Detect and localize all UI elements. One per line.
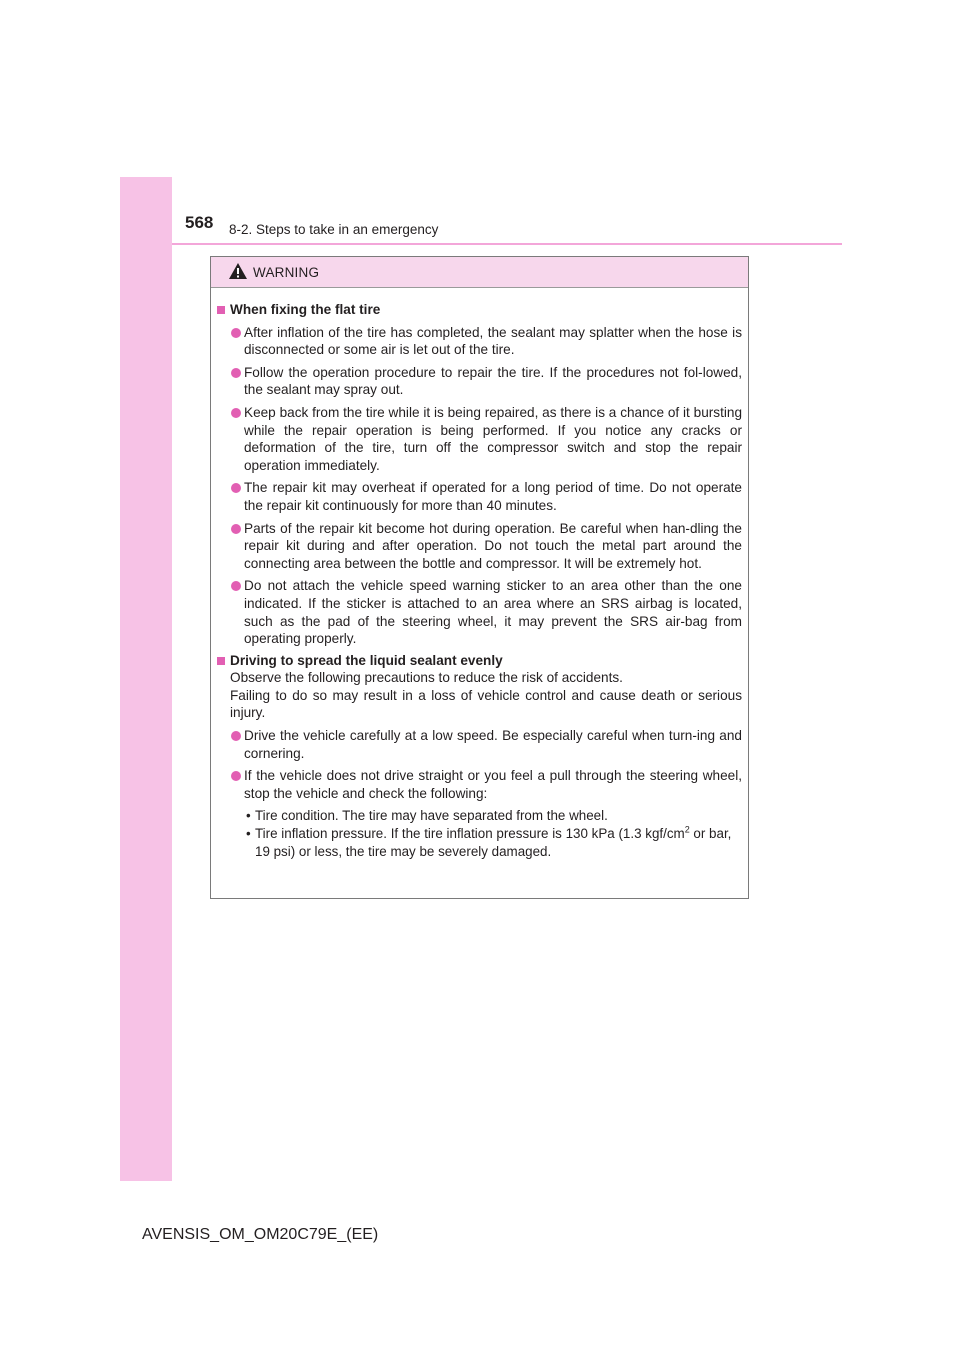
list-item [217, 727, 742, 762]
list-item [217, 324, 742, 359]
section-heading-driving [217, 652, 742, 670]
superscript: 2 [684, 824, 690, 835]
list-item [217, 577, 742, 647]
list-item-text: After inflation of the tire has completed, the sealant may splatter when the hose is disconnected or some air is let out of the tire. [244, 324, 742, 358]
circle-bullet-icon [231, 524, 241, 534]
sub-list-item [217, 825, 742, 860]
warning-header [211, 257, 748, 288]
circle-bullet-icon [231, 581, 241, 591]
sub-bullet: • [246, 826, 251, 842]
list-item-text: Parts of the repair kit become hot during operation. Be careful when han-dling the repair kit during and after operation. Do not touch the metal part around the connecting area between the bottle and compressor. It will be extremely hot. [244, 520, 742, 571]
page-number: 568 [185, 213, 214, 232]
list-item [217, 479, 742, 514]
paragraph: Observe the following precautions to reduce the risk of accidents. [230, 670, 623, 686]
list-item [217, 767, 742, 802]
warning-content [211, 288, 748, 860]
circle-bullet-icon [231, 771, 241, 781]
list-item-text: Do not attach the vehicle speed warning sticker to an area other than the one indicated. If the sticker is attached to an area where an SRS airbag is located, such as the pad of the steering wheel, it may prevent the SRS air-bag from operating properly. [244, 578, 742, 647]
warning-label: WARNING [253, 265, 320, 280]
section-heading-flat-tire [217, 301, 742, 319]
sub-list-item-text: or bar, 19 psi) or less, the tire may be severely damaged. [255, 826, 732, 859]
list-item-text: The repair kit may overheat if operated for a long period of time. Do not operate the repair kit continuously for more than 40 minutes. [244, 480, 742, 513]
paragraph: Failing to do so may result in a loss of vehicle control and cause death or serious injury. [230, 687, 742, 721]
section-heading-text: Driving to spread the liquid sealant evenly [230, 652, 503, 668]
square-bullet-icon [217, 306, 225, 314]
sub-list-item-text: Tire inflation pressure. If the tire inflation pressure is 130 kPa (1.3 kgf/cm [255, 826, 685, 842]
document-code-footer: AVENSIS_OM_OM20C79E_(EE) [142, 1226, 379, 1243]
circle-bullet-icon [231, 368, 241, 378]
circle-bullet-icon [231, 408, 241, 418]
circle-bullet-icon [231, 328, 241, 338]
list-item [217, 364, 742, 399]
sub-list-item-text: Tire condition. The tire may have separated from the wheel. [255, 808, 608, 824]
sub-bullet: • [246, 808, 251, 824]
list-item-text: Keep back from the tire while it is being repaired, as there is a chance of it bursting while the repair operation is being performed. If you notice any cracks or deformation of the tire, turn off the compressor switch and stop the repair operation immediately. [244, 404, 742, 473]
warning-triangle-icon [228, 262, 248, 280]
circle-bullet-icon [231, 483, 241, 493]
list-item [217, 404, 742, 474]
section-heading-text: When fixing the flat tire [230, 302, 381, 317]
header-rule [172, 243, 842, 245]
sub-list-item [217, 807, 742, 825]
circle-bullet-icon [231, 731, 241, 741]
side-color-strip [120, 177, 172, 1181]
list-item [217, 520, 742, 573]
list-item-text: Follow the operation procedure to repair the tire. If the procedures not fol-lowed, the sealant may spray out. [244, 364, 742, 398]
list-item-text: If the vehicle does not drive straight or you feel a pull through the steering wheel, stop the vehicle and check the following: [244, 768, 742, 801]
square-bullet-icon [217, 657, 225, 665]
list-item-text: Drive the vehicle carefully at a low speed. Be especially careful when turn-ing and cornering. [244, 728, 742, 761]
warning-box [210, 256, 749, 899]
section-title: 8-2. Steps to take in an emergency [229, 222, 439, 237]
